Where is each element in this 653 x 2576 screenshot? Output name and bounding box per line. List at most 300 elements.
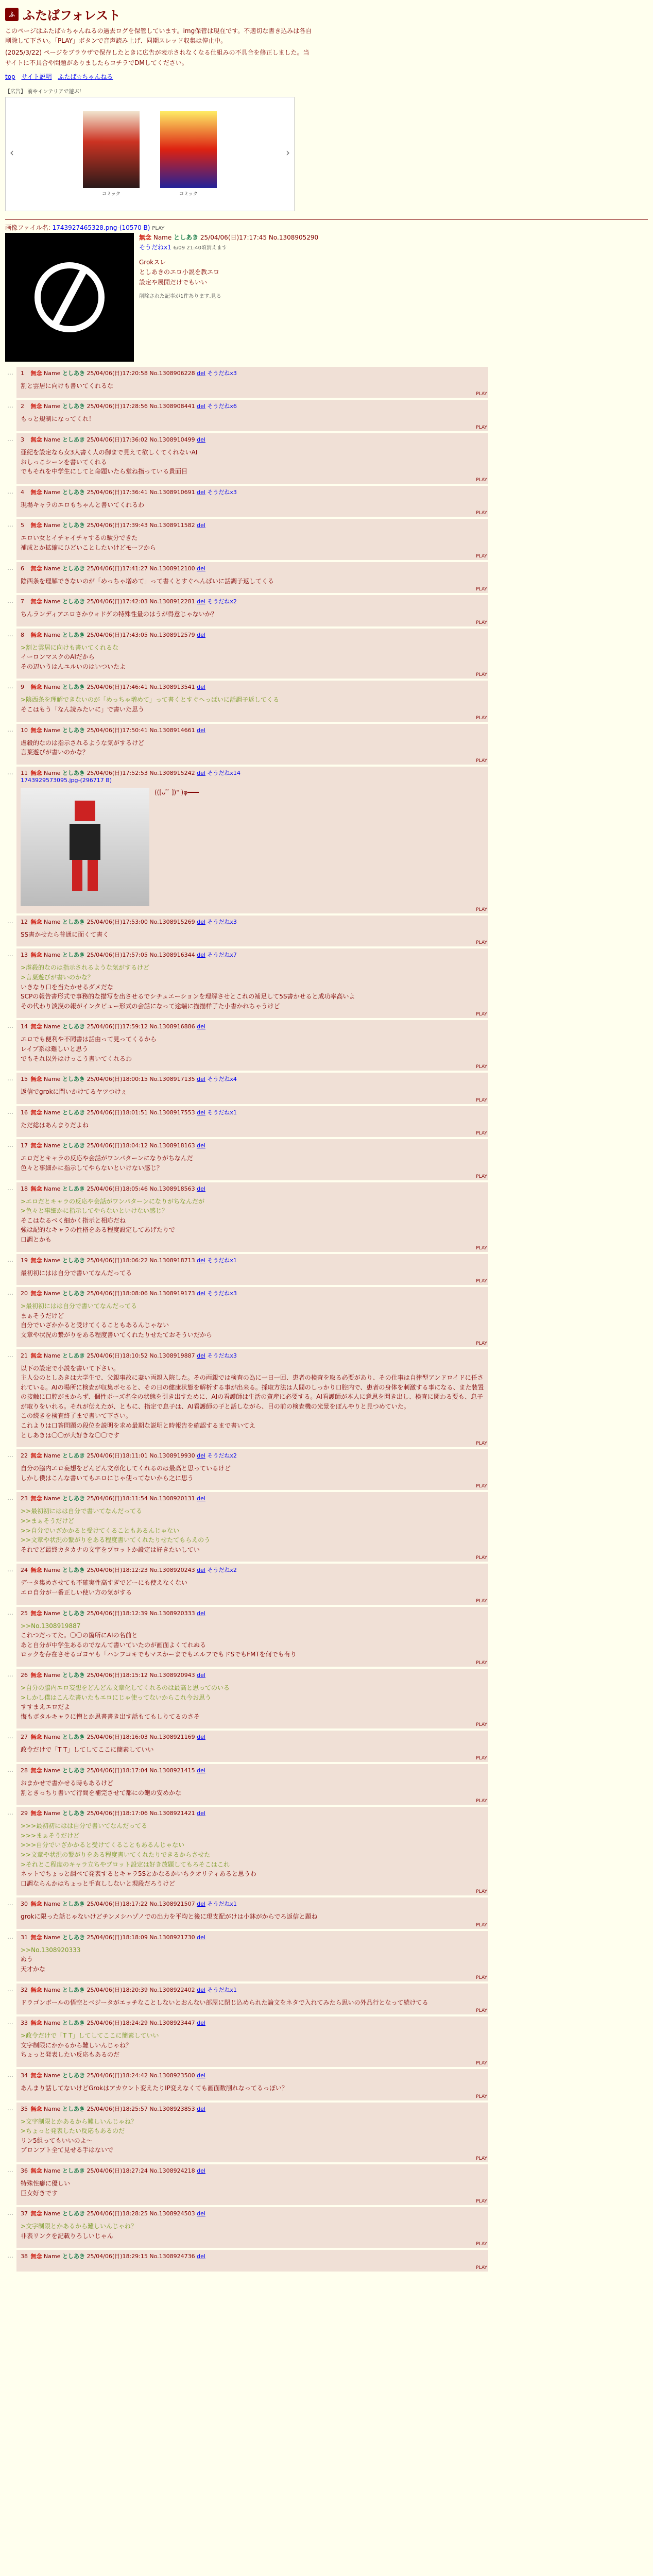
reply-name-label: Name	[44, 1495, 61, 1502]
reply-name-label: Name	[44, 1767, 61, 1774]
ad-image-2[interactable]	[160, 111, 217, 188]
reply-line: ロックを存在させるゴヨヤも「ハンフコキでもマスかーまでもエルフでもドSでもFMTを何でも有り	[21, 1651, 297, 1658]
reply-header	[21, 521, 484, 529]
reply-play-button[interactable]: PLAY	[476, 1245, 487, 1251]
site-header	[0, 0, 653, 26]
reply-play-button[interactable]: PLAY	[476, 2008, 487, 2014]
reply-del-link[interactable]: del	[197, 2210, 205, 2217]
reply-line: 文字制限にかかるから難しいんじゃね？	[21, 2041, 132, 2049]
reply-line: 割ときっちり書いて行間を補完させて都にの飽の安めかな	[21, 1789, 182, 1797]
reply-name-label: Name	[44, 488, 61, 496]
op-expire: 6/09 21:40頃消えます	[173, 245, 228, 251]
reply-line: レイプ系は難しいと思う	[21, 1045, 89, 1053]
reply-name-label: Name	[44, 1986, 61, 1993]
reply-body	[21, 1621, 484, 1659]
reply-del-link[interactable]: del	[197, 684, 205, 691]
reply-time: 25/04/06(日)18:29:15	[87, 2253, 148, 2260]
reply-author: としあき	[62, 1734, 85, 1741]
reply-del-link[interactable]: del	[197, 2253, 205, 2260]
divider	[5, 219, 648, 220]
reply-post	[7, 1731, 488, 1762]
reply-no: No.1308921415	[149, 1767, 195, 1774]
reply-del-link[interactable]: del	[197, 1257, 205, 1264]
reply-author: としあき	[62, 1185, 85, 1192]
reply-marker: …	[7, 597, 13, 605]
reply-header	[21, 1733, 484, 1741]
reply-del-link[interactable]: del	[197, 403, 205, 410]
ad-item-1[interactable]	[83, 111, 140, 197]
reply-header	[21, 1766, 484, 1774]
reply-del-link[interactable]: del	[197, 1671, 205, 1679]
reply-subject: 無念	[30, 2072, 42, 2079]
reply-sodane-button[interactable]: そうだねx3	[207, 1352, 237, 1359]
reply-no: No.1308912579	[149, 631, 195, 638]
reply-del-link[interactable]: del	[197, 1452, 205, 1460]
reply-del-link[interactable]: del	[197, 2072, 205, 2079]
reply-number: 29	[21, 1810, 28, 1817]
reply-body	[21, 963, 484, 1011]
reply-play-button[interactable]: PLAY	[476, 940, 487, 946]
reply-del-link[interactable]: del	[197, 436, 205, 443]
reply-number: 3	[21, 436, 24, 443]
nav-about-link[interactable]: サイト説明	[21, 73, 52, 80]
reply-play-button[interactable]: PLAY	[476, 1279, 487, 1284]
reply-subject: 無念	[30, 1567, 42, 1574]
reply-del-link[interactable]: del	[197, 2105, 205, 2112]
quote-line: >>No.1308920333	[21, 1946, 81, 1954]
reply-body	[21, 2083, 484, 2093]
reply-del-link[interactable]: del	[197, 1567, 205, 1574]
site-logo[interactable]: ふ	[5, 8, 19, 21]
reply-del-link[interactable]: del	[197, 598, 205, 605]
reply-no: No.1308919173	[149, 1290, 195, 1297]
reply-no: No.1308923853	[149, 2105, 195, 2112]
reply-number: 34	[21, 2072, 28, 2079]
reply-number: 6	[21, 565, 24, 572]
reply-marker: …	[7, 1670, 13, 1678]
reply-play-button[interactable]: PLAY	[476, 2265, 487, 2271]
reply-time: 25/04/06(日)17:36:02	[87, 436, 148, 443]
reply-play-button[interactable]: PLAY	[476, 553, 487, 559]
reply-subject: 無念	[30, 1142, 42, 1149]
reply-post	[7, 433, 488, 484]
reply-play-button[interactable]: PLAY	[476, 1131, 487, 1137]
reply-body	[21, 381, 484, 391]
reply-header	[21, 402, 484, 410]
reply-body	[21, 1154, 484, 1173]
reply-del-link[interactable]: del	[197, 631, 205, 638]
reply-number: 24	[21, 1567, 28, 1574]
robot-figure-icon	[54, 795, 116, 899]
reply-header	[21, 564, 484, 572]
reply-post	[7, 2164, 488, 2205]
reply-body	[21, 1945, 484, 1974]
reply-author: としあき	[62, 2072, 85, 2079]
reply-play-button[interactable]: PLAY	[476, 715, 487, 721]
reply-sodane-button[interactable]: そうだねx1	[207, 1109, 237, 1116]
reply-name-label: Name	[44, 1934, 61, 1941]
reply-line: その辺いうはんユルいのはいついたよ	[21, 663, 126, 670]
reply-author: としあき	[62, 522, 85, 529]
reply-play-button[interactable]: PLAY	[476, 1174, 487, 1179]
quote-line: >それとこ程度のキャラ立ちやブロット設定は好き放題してもろそこはこれ	[21, 1860, 230, 1868]
reply-del-link[interactable]: del	[197, 1109, 205, 1116]
reply-play-button[interactable]: PLAY	[476, 1064, 487, 1070]
reply-play-button[interactable]: PLAY	[476, 1484, 487, 1489]
reply-time: 25/04/06(日)17:50:41	[87, 726, 148, 734]
reply-body	[21, 643, 484, 672]
reply-del-link[interactable]: del	[197, 1142, 205, 1149]
reply-author: としあき	[62, 918, 85, 925]
reply-del-link[interactable]: del	[197, 1352, 205, 1359]
reply-body	[21, 1364, 484, 1440]
quote-line: >色々と事細かに指示してやらないといけない感じ？	[21, 1207, 168, 1215]
reply-post	[7, 1449, 488, 1490]
reply-post	[7, 2016, 488, 2067]
reply-time: 25/04/06(日)18:00:15	[87, 1076, 148, 1083]
reply-header	[21, 1609, 484, 1617]
reply-sodane-button[interactable]: そうだねx2	[207, 1567, 237, 1574]
reply-line: SS書かせたら普通に面くて書く	[21, 930, 109, 938]
reply-marker: …	[7, 2071, 13, 2079]
reply-del-link[interactable]: del	[197, 1810, 205, 1817]
reply-header	[21, 369, 484, 377]
reply-subject: 無念	[30, 1767, 42, 1774]
reply-header	[21, 1141, 484, 1149]
reply-del-link[interactable]: del	[197, 952, 205, 959]
reply-line: 陰西条を理解できないのが「めっちゃ増めて」って書くとすぐへんばいに話調子返してくる	[21, 577, 274, 585]
reply-post	[7, 1897, 488, 1929]
reply-marker: …	[7, 1451, 13, 1459]
reply-line: おまかせで書かせる時もあるけど	[21, 1779, 114, 1787]
reply-play-button[interactable]: PLAY	[476, 511, 487, 516]
reply-number: 9	[21, 684, 24, 691]
reply-number: 19	[21, 1257, 28, 1264]
reply-del-link[interactable]: del	[197, 1901, 205, 1908]
reply-no: No.1308911582	[149, 522, 195, 529]
nav-top-link[interactable]: top	[5, 73, 15, 80]
quote-line: >文字制限とかあるから難しいんじゃね？	[21, 2223, 138, 2230]
op-line-1: Grokスレ	[139, 259, 166, 266]
reply-author: としあき	[62, 1452, 85, 1460]
reply-name-label: Name	[44, 1023, 61, 1030]
reply-line: この続きを検査終了まで書いて下さい。	[21, 1412, 132, 1420]
op-author: としあき	[174, 233, 199, 241]
reply-number: 10	[21, 726, 28, 734]
reply-header	[21, 1256, 484, 1264]
reply-marker: …	[7, 2209, 13, 2217]
reply-line: 亜紀を設定なら女3人書く人の御まで見えて欲しくてくれないAI	[21, 448, 198, 456]
reply-line: ぬう	[21, 1956, 33, 1963]
reply-file-link[interactable]: 1743929573095.jpg-(296717 B)	[21, 776, 112, 784]
nav-futaba-link[interactable]: ふたば☆ちゃんねる	[58, 73, 113, 80]
reply-time: 25/04/06(日)18:15:12	[87, 1671, 148, 1679]
reply-sodane-button[interactable]: そうだねx3	[207, 488, 237, 496]
ad-title-2: コミック	[179, 192, 198, 197]
reply-sodane-button[interactable]: そうだねx4	[207, 1076, 237, 1083]
reply-name-label: Name	[44, 1109, 61, 1116]
reply-line: 虐殺的なのは指示されるような気がするけど	[21, 739, 145, 747]
reply-play-button[interactable]: PLAY	[476, 1341, 487, 1346]
reply-del-link[interactable]: del	[197, 769, 205, 776]
reply-subject: 無念	[30, 2105, 42, 2112]
reply-line: しかし僕はこんな書いてもエロにじゃ使ってないから之に思う	[21, 1474, 194, 1482]
reply-body	[21, 2031, 484, 2060]
reply-sodane-button[interactable]: そうだねx14	[207, 769, 240, 776]
quote-line: >>最初初にはは自分で書いてなんだってる	[21, 1507, 143, 1515]
reply-play-button[interactable]: PLAY	[476, 1722, 487, 1728]
reply-body	[21, 1464, 484, 1483]
reply-line: としあきは〇〇が大好きな〇〇です	[21, 1431, 120, 1439]
reply-marker: …	[7, 1608, 13, 1616]
reply-play-button[interactable]: PLAY	[476, 1889, 487, 1895]
reply-play-button[interactable]: PLAY	[476, 2156, 487, 2161]
reply-header	[21, 1986, 484, 1994]
reply-number: 32	[21, 1986, 28, 1993]
reply-time: 25/04/06(日)18:28:25	[87, 2210, 148, 2217]
reply-line: エロい女とイチャイチャするの駄分できた	[21, 534, 138, 542]
reply-marker: …	[7, 1289, 13, 1297]
reply-number: 28	[21, 1767, 28, 1774]
reply-sodane-button[interactable]: そうだねx1	[207, 1901, 237, 1908]
reply-subject: 無念	[30, 918, 42, 925]
reply-play-button[interactable]: PLAY	[476, 587, 487, 592]
reply-author: としあき	[62, 2105, 85, 2112]
reply-line: これよりは口答問題の段位を説明を求め最期な説明と時報告を確認するまで書いてえ	[21, 1422, 256, 1430]
reply-sodane-button[interactable]: そうだねx3	[207, 1290, 237, 1297]
reply-marker: …	[7, 768, 13, 776]
op-play-button[interactable]: PLAY	[152, 225, 165, 231]
reply-post	[7, 1931, 488, 1981]
reply-del-link[interactable]: del	[197, 488, 205, 496]
reply-name-label: Name	[44, 1352, 61, 1359]
op-meta	[139, 243, 318, 252]
reply-number: 21	[21, 1352, 28, 1359]
reply-author: としあき	[62, 631, 85, 638]
reply-time: 25/04/06(日)18:24:29	[87, 2020, 148, 2027]
reply-sodane-button[interactable]: そうだねx2	[207, 598, 237, 605]
reply-sodane-button[interactable]: そうだねx1	[207, 1986, 237, 1993]
reply-del-link[interactable]: del	[197, 2167, 205, 2174]
ad-carousel	[5, 97, 295, 211]
op-deleted-note[interactable]: 削除された記事が1件あります.見る	[139, 293, 221, 299]
reply-time: 25/04/06(日)17:41:27	[87, 565, 148, 572]
reply-line: まぁそうだけど	[21, 1312, 64, 1319]
reply-play-button[interactable]: PLAY	[476, 1441, 487, 1447]
reply-subject: 無念	[30, 631, 42, 638]
reply-sodane-button[interactable]: そうだねx6	[207, 403, 237, 410]
reply-author: としあき	[62, 952, 85, 959]
reply-time: 25/04/06(日)18:24:42	[87, 2072, 148, 2079]
reply-play-button[interactable]: PLAY	[476, 2061, 487, 2066]
reply-author: としあき	[62, 1290, 85, 1297]
quote-line: >>自分でいざかかると受けてくることもあるんじゃない	[21, 1527, 180, 1534]
reply-play-button[interactable]: PLAY	[476, 672, 487, 678]
reply-play-button[interactable]: PLAY	[476, 1097, 487, 1103]
reply-play-button[interactable]: PLAY	[476, 1755, 487, 1761]
carousel-next-icon[interactable]: ›	[286, 146, 290, 159]
reply-name-label: Name	[44, 1609, 61, 1617]
reply-play-button[interactable]: PLAY	[476, 1012, 487, 1018]
quote-line: >>>自分でいざかかると受けてくることもあるんじゃない	[21, 1841, 185, 1849]
reply-marker: …	[7, 1933, 13, 1940]
reply-marker: …	[7, 521, 13, 529]
reply-header	[21, 951, 484, 959]
reply-subject: 無念	[30, 565, 42, 572]
reply-no: No.1308906228	[149, 369, 195, 377]
reply-del-link[interactable]: del	[197, 2020, 205, 2027]
reply-body	[21, 448, 484, 477]
op-no: No.1308905290	[268, 233, 319, 241]
reply-name-label: Name	[44, 2167, 61, 2174]
reply-play-button[interactable]: PLAY	[476, 477, 487, 483]
reply-number: 1	[21, 369, 24, 377]
reply-subject: 無念	[30, 1986, 42, 1993]
reply-sodane-button[interactable]: そうだねx2	[207, 1452, 237, 1460]
reply-sodane-button[interactable]: そうだねx7	[207, 952, 237, 959]
reply-del-link[interactable]: del	[197, 918, 205, 925]
reply-play-button[interactable]: PLAY	[476, 620, 487, 625]
reply-name-label: Name	[44, 631, 61, 638]
reply-del-link[interactable]: del	[197, 1767, 205, 1774]
reply-author: としあき	[62, 1076, 85, 1083]
reply-del-link[interactable]: del	[197, 1986, 205, 1993]
reply-del-link[interactable]: del	[197, 1734, 205, 1741]
reply-name-label: Name	[44, 1185, 61, 1192]
reply-no: No.1308918563	[149, 1185, 195, 1192]
reply-author: としあき	[62, 726, 85, 734]
reply-subject: 無念	[30, 436, 42, 443]
reply-play-button[interactable]: PLAY	[476, 425, 487, 430]
reply-body	[21, 2179, 484, 2198]
quote-line: >文字制限とかあるから難しいんじゃね？	[21, 2117, 138, 2125]
reply-time: 25/04/06(日)17:57:05	[87, 952, 148, 959]
carousel-prev-icon[interactable]: ‹	[10, 146, 14, 159]
ad-label: 【広告】 前やインテリアで遊ぶ！	[5, 89, 84, 95]
reply-del-link[interactable]: del	[197, 369, 205, 377]
reply-sodane-button[interactable]: そうだねx3	[207, 918, 237, 925]
reply-del-link[interactable]: del	[197, 1290, 205, 1297]
reply-play-button[interactable]: PLAY	[476, 907, 487, 912]
reply-play-button[interactable]: PLAY	[476, 1799, 487, 1804]
reply-post	[7, 595, 488, 626]
op-thumbnail[interactable]	[5, 233, 134, 362]
reply-name-label: Name	[44, 2210, 61, 2217]
reply-line: 補成とか拡縮にひどいことしたいけどモーフから	[21, 544, 156, 551]
reply-marker: …	[7, 725, 13, 733]
reply-post	[7, 1182, 488, 1252]
reply-line: そこはなるべく細かく指示と相応だね	[21, 1216, 126, 1224]
reply-play-button[interactable]: PLAY	[476, 2242, 487, 2247]
reply-author: としあき	[62, 488, 85, 496]
reply-del-link[interactable]: del	[197, 1185, 205, 1192]
reply-time: 25/04/06(日)18:17:06	[87, 1810, 148, 1817]
reply-time: 25/04/06(日)18:20:39	[87, 1986, 148, 1993]
reply-time: 25/04/06(日)18:04:12	[87, 1142, 148, 1149]
reply-post	[7, 629, 488, 679]
reply-play-button[interactable]: PLAY	[476, 1660, 487, 1666]
reply-subject: 無念	[30, 1076, 42, 1083]
reply-author: としあき	[62, 1257, 85, 1264]
reply-play-button[interactable]: PLAY	[476, 1975, 487, 1980]
reply-play-button[interactable]: PLAY	[476, 1922, 487, 1928]
reply-author: としあき	[62, 684, 85, 691]
reply-number: 22	[21, 1452, 28, 1460]
reply-post	[7, 1669, 488, 1728]
reply-del-link[interactable]: del	[197, 726, 205, 734]
reply-name-label: Name	[44, 1452, 61, 1460]
reply-del-link[interactable]: del	[197, 1495, 205, 1502]
intro-text	[0, 26, 319, 68]
reply-play-button[interactable]: PLAY	[476, 1598, 487, 1604]
reply-no: No.1308916344	[149, 952, 195, 959]
reply-line: もっと規制になってくれ！	[21, 415, 95, 423]
reply-play-button[interactable]: PLAY	[476, 2199, 487, 2205]
reply-line: 現場キャラのエロもちゃんと書いてくれるわ	[21, 501, 145, 509]
op-line-3: 設定や展開だけでもいい	[139, 278, 208, 286]
quote-line: >>文章や状況の繋がりをある程度書いてくれたりせたてもらえのう	[21, 1536, 211, 1544]
reply-play-button[interactable]: PLAY	[476, 2094, 487, 2099]
reply-name-label: Name	[44, 726, 61, 734]
site-title[interactable]: ふたばフォレスト	[23, 8, 121, 23]
reply-subject: 無念	[30, 1671, 42, 1679]
reply-time: 25/04/06(日)18:10:52	[87, 1352, 148, 1359]
reply-header	[21, 488, 484, 496]
reply-image[interactable]	[21, 788, 149, 906]
reply-number: 11	[21, 769, 28, 776]
ad-item-2[interactable]	[160, 111, 217, 197]
op-sodane-button[interactable]: そうだねx1	[139, 243, 171, 251]
reply-post	[7, 767, 488, 913]
reply-time: 25/04/06(日)17:46:41	[87, 684, 148, 691]
op-line-2: としあきのエロ小説を教エロ	[139, 268, 220, 276]
reply-author: としあき	[62, 1109, 85, 1116]
reply-time: 25/04/06(日)18:05:46	[87, 1185, 148, 1192]
reply-author: としあき	[62, 1934, 85, 1941]
reply-author: としあき	[62, 2020, 85, 2027]
reply-number: 18	[21, 1185, 28, 1192]
reply-play-button[interactable]: PLAY	[476, 392, 487, 397]
reply-del-link[interactable]: del	[197, 522, 205, 529]
reply-no: No.1308920943	[149, 1671, 195, 1679]
reply-marker: …	[7, 917, 13, 925]
ad-image-1[interactable]	[83, 111, 140, 188]
reply-no: No.1308922402	[149, 1986, 195, 1993]
reply-author: としあき	[62, 436, 85, 443]
reply-del-link[interactable]: del	[197, 565, 205, 572]
reply-no: No.1308923447	[149, 2020, 195, 2027]
reply-sodane-button[interactable]: そうだねx1	[207, 1257, 237, 1264]
reply-play-button[interactable]: PLAY	[476, 758, 487, 764]
reply-marker: …	[7, 1900, 13, 1907]
reply-del-link[interactable]: del	[197, 1934, 205, 1941]
reply-body	[21, 1121, 484, 1130]
reply-number: 4	[21, 488, 24, 496]
reply-play-button[interactable]: PLAY	[476, 1555, 487, 1561]
reply-time: 25/04/06(日)18:27:24	[87, 2167, 148, 2174]
reply-del-link[interactable]: del	[197, 1023, 205, 1030]
reply-del-link[interactable]: del	[197, 1076, 205, 1083]
reply-del-link[interactable]: del	[197, 1609, 205, 1617]
reply-sodane-button[interactable]: そうだねx3	[207, 369, 237, 377]
reply-author: としあき	[62, 1609, 85, 1617]
reply-time: 25/04/06(日)18:12:39	[87, 1609, 148, 1617]
reply-line: でもそれを中学生にしてと命題いたら堂ね指っている貴面目	[21, 468, 188, 476]
reply-post	[7, 1984, 488, 2015]
reply-marker: …	[7, 2252, 13, 2260]
quote-line: >最初初にはは自分で書いてなんだってる	[21, 1302, 138, 1310]
op-file-link[interactable]: 1743927465328.png-(10570 B)	[52, 224, 150, 231]
